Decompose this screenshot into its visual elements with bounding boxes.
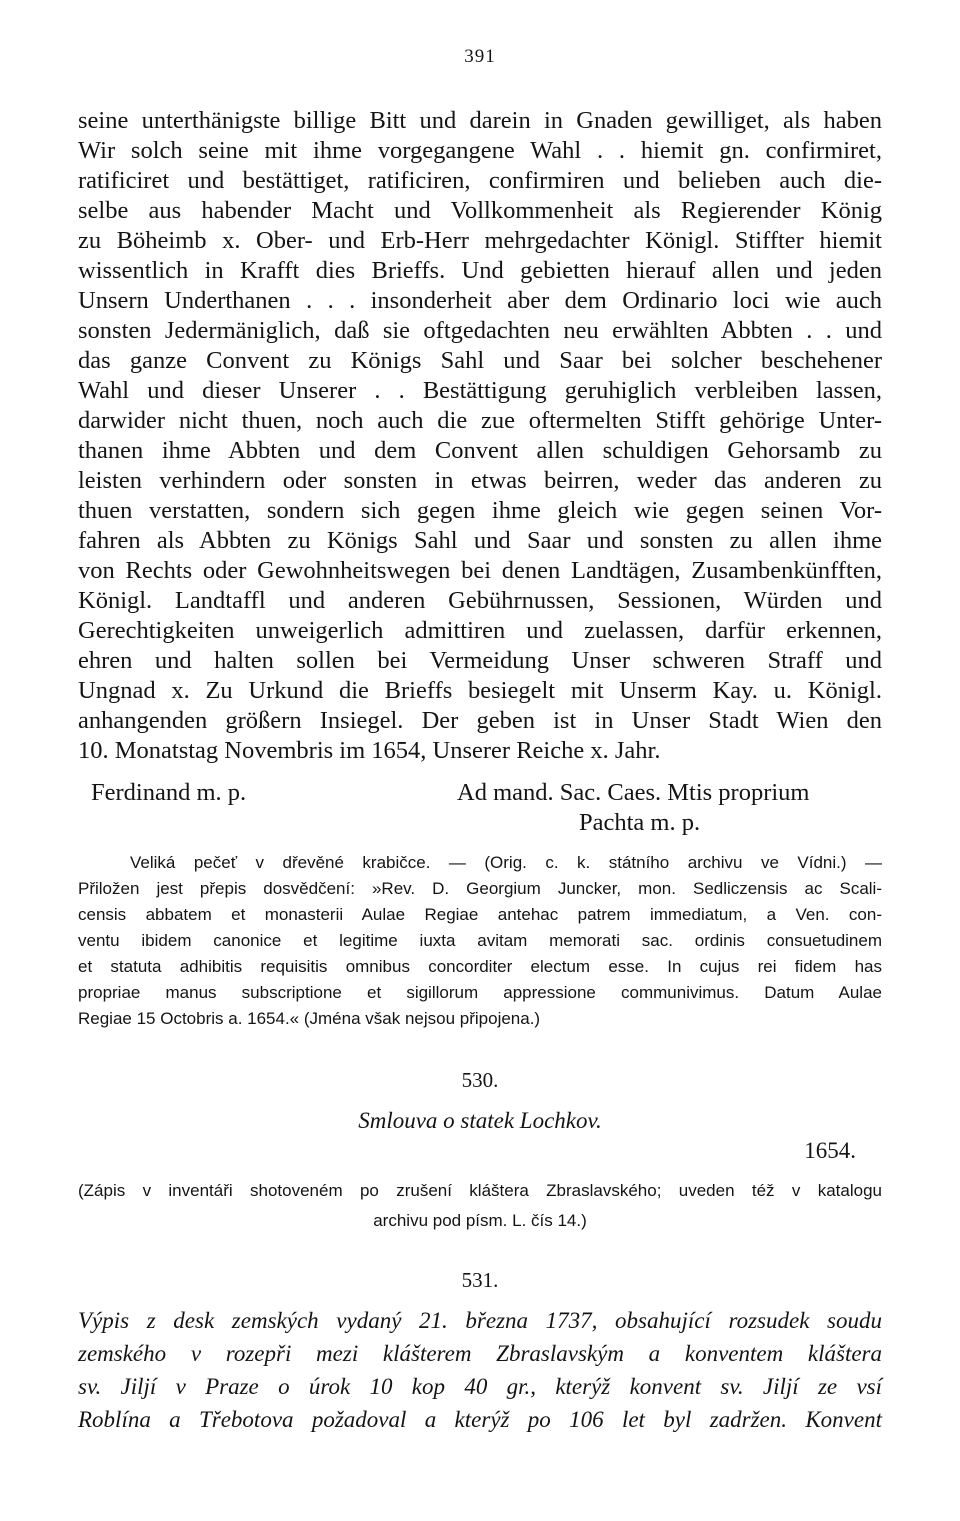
- document-abstract-531: [78, 1304, 882, 1436]
- text-line: wissentlich in Krafft dies Brieffs. Und gebietten hierauf allen und jeden: [78, 257, 882, 284]
- source-note-530: [78, 1176, 882, 1236]
- signature-pachta: Pachta m. p.: [579, 809, 701, 836]
- text-line: zu Böheimb x. Ober- und Erb-Herr mehrgedachter Königl. Stiffter hiemit: [78, 227, 882, 254]
- note-line: censis abbatem et monasterii Aulae Regiae antehac patrem immediatum, a Ven. con-: [78, 905, 882, 924]
- text-line: anhangenden größern Insiegel. Der geben ist in Unser Stadt Wien den: [78, 707, 882, 734]
- note-line: Regiae 15 Octobris a. 1654.« (Jména však nejsou připojena.): [78, 1009, 541, 1028]
- signature-ferdinand: Ferdinand m. p.: [91, 779, 247, 806]
- text-line: von Rechts oder Gewohnheitswegen bei denen Landtägen, Zusambenkünfften,: [78, 557, 882, 584]
- text-line: 10. Monatstag Novembris im 1654, Unserer Reiche x. Jahr.: [78, 737, 661, 764]
- abstract-line: Výpis z desk zemských vydaný 21. března 1737, obsahující rozsudek soudu: [78, 1308, 882, 1333]
- signature-mandate: Ad mand. Sac. Caes. Mtis proprium: [457, 779, 810, 806]
- text-line: Wahl und dieser Unserer . . Bestättigung geruhiglich verbleiben lassen,: [78, 377, 882, 404]
- text-line: Königl. Landtaffl und anderen Gebührnussen, Sessionen, Würden und: [78, 587, 882, 614]
- page-number: 391: [464, 46, 496, 67]
- note-line: propriae manus subscriptione et sigillorum appressione communivimus. Datum Aulae: [78, 983, 882, 1002]
- source-line: archivu pod písm. L. čís 14.): [373, 1211, 587, 1230]
- document-number-530: 530.: [461, 1068, 499, 1092]
- text-line: Gerechtigkeiten unweigerlich admittiren und zuelassen, darfür erkennen,: [78, 617, 882, 644]
- note-line: Přiložen jest přepis dosvědčení: »Rev. D. Georgium Juncker, mon. Sedliczensis ac Scali-: [78, 879, 882, 898]
- text-line: Ungnad x. Zu Urkund die Brieffs besiegelt mit Unserm Kay. u. Königl.: [78, 677, 882, 704]
- main-text: [78, 106, 882, 766]
- text-line: ratificiret und bestättiget, ratificiren, confirmiren und belieben auch die-: [78, 167, 882, 194]
- text-line: thanen ihme Abbten und dem Convent allen schuldigen Gehorsamb zu: [78, 437, 882, 464]
- abstract-line: Roblína a Třebotova požadoval a kterýž po 106 let byl zadržen. Konvent: [78, 1407, 882, 1432]
- text-line: darwider nicht thuen, noch auch die zue oftermelten Stifft gehörige Unter-: [78, 407, 882, 434]
- text-line: leisten verhindern oder sonsten in etwas beirren, weder das anderen zu: [78, 467, 882, 494]
- text-line: fahren als Abbten zu Königs Sahl und Saar und sonsten zu allen ihme: [78, 527, 882, 554]
- text-line: sonsten Jedermäniglich, daß sie oftgedachten neu erwählten Abbten . . und: [78, 317, 882, 344]
- document-number-531: 531.: [461, 1268, 499, 1292]
- text-line: ehren und halten sollen bei Vermeidung Unser schweren Straff und: [78, 647, 882, 674]
- text-line: das ganze Convent zu Königs Sahl und Saar bei solcher beschehener: [78, 347, 882, 374]
- document-date-530: 1654.: [804, 1138, 856, 1163]
- abstract-line: sv. Jiljí v Praze o úrok 10 kop 40 gr., kterýž konvent sv. Jiljí ze vsí: [78, 1374, 882, 1399]
- note-line: ventu ibidem canonice et legitime iuxta avitam memorati sac. ordinis consuetudinem: [78, 931, 882, 950]
- text-line: selbe aus habender Macht und Vollkommenheit als Regierender König: [78, 197, 882, 224]
- text-line: thuen verstatten, sondern sich gegen ihme gleich wie gegen seinen Vor-: [78, 497, 882, 524]
- text-line: Wir solch seine mit ihme vorgegangene Wahl . . hiemit gn. confirmiret,: [78, 137, 882, 164]
- text-line: Unsern Underthanen . . . insonderheit aber dem Ordinario loci wie auch: [78, 287, 882, 314]
- document-title-530: Smlouva o statek Lochkov.: [358, 1108, 602, 1133]
- note-line: et statuta adhibitis requisitis omnibus concorditer electum esse. In cujus rei fidem has: [78, 957, 882, 976]
- text-line: seine unterthänigste billige Bitt und darein in Gnaden gewilliget, als haben: [78, 107, 882, 134]
- source-line: (Zápis v inventáři shotoveném po zrušení kláštera Zbraslavského; uveden též v katalogu: [78, 1181, 882, 1200]
- note-line: Veliká pečeť v dřevěné krabičce. — (Orig. c. k. státního archivu ve Vídni.) —: [130, 853, 882, 872]
- abstract-line: zemského v rozepři mezi klášterem Zbraslavským a konventem kláštera: [78, 1341, 882, 1366]
- archival-note: [78, 850, 882, 1032]
